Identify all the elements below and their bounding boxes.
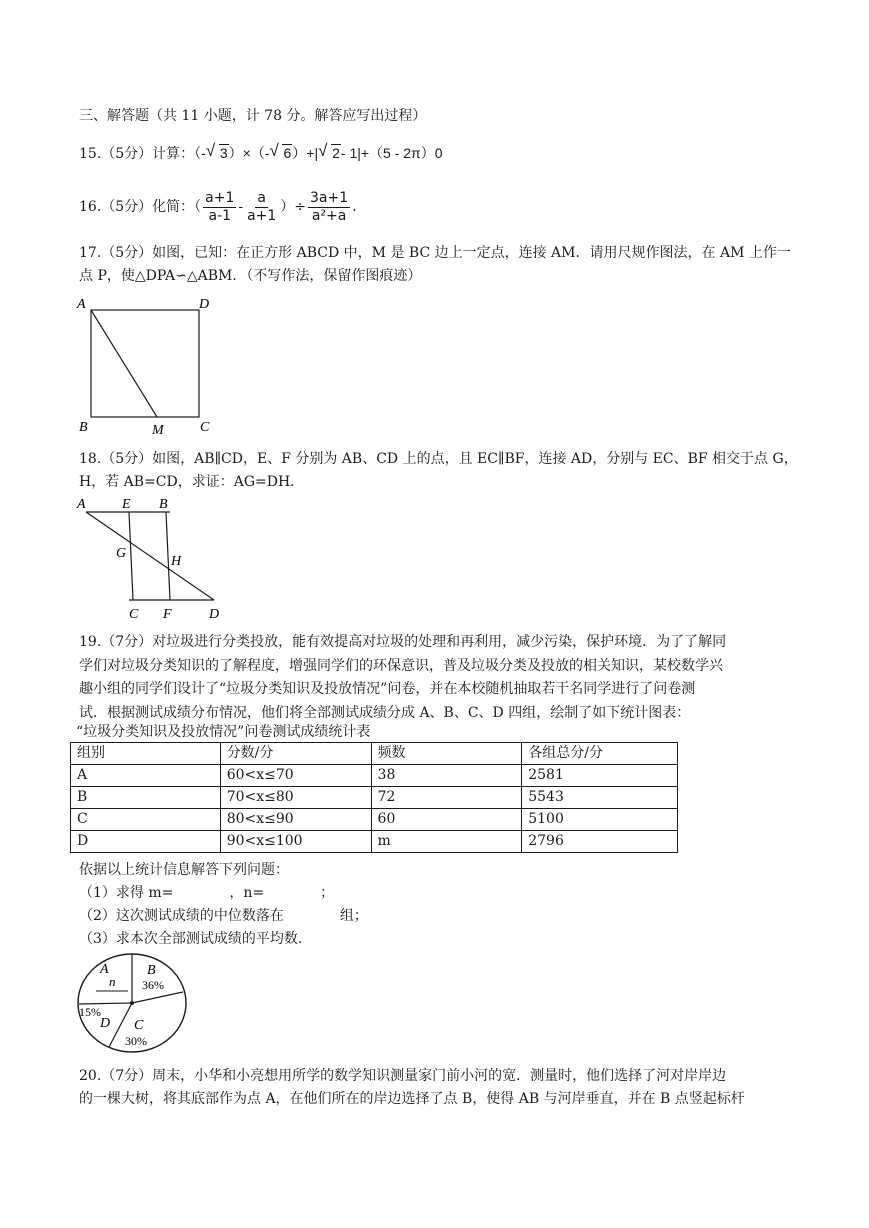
q16-fraction-3: $\frac{3a+1}{\text{a²+a}}$ bbox=[310, 189, 349, 224]
question-15 bbox=[79, 143, 789, 164]
table-cell: 70<x≤80 bbox=[220, 787, 371, 809]
table-cell: 2581 bbox=[522, 765, 678, 787]
q16-end: . bbox=[352, 199, 357, 215]
table-row bbox=[71, 787, 678, 809]
table-cell: 5100 bbox=[522, 809, 678, 831]
table-header: 组别 bbox=[71, 743, 221, 765]
question-16 bbox=[79, 186, 789, 227]
table-cell: m bbox=[371, 831, 522, 853]
question-20-line-1: 20.（7分）周末，小华和小亮想用所学的数学知识测量家门前小河的宽．测量时，他们选择了河对岸岸边 bbox=[79, 1068, 727, 1084]
pie-chart bbox=[76, 952, 192, 1056]
slice-divider-b-c bbox=[132, 992, 183, 1003]
table-cell: A bbox=[71, 765, 221, 787]
question-19-line-1: 19.（7分）对垃圾进行分类投放，能有效提高对垃圾的处理和再利用，减少污染，保护环境．为了了解同 bbox=[79, 634, 727, 650]
table-header-row bbox=[71, 743, 678, 765]
label-e: E bbox=[122, 497, 131, 512]
label-c: C bbox=[129, 607, 139, 622]
table-cell: B bbox=[71, 787, 221, 809]
pie-center bbox=[130, 1001, 134, 1005]
segment-ad bbox=[86, 512, 214, 600]
sub-question-2: （2）这次测试成绩的中位数落在 组； bbox=[79, 908, 368, 924]
table-cell: 60<x≤70 bbox=[220, 765, 371, 787]
q15-tail: - 1|+（5 - 2π）0 bbox=[340, 145, 443, 161]
table-cell: 38 bbox=[371, 765, 522, 787]
parallel-figure bbox=[74, 494, 234, 622]
question-17-line-1: 17.（5分）如图，已知：在正方形 ABCD 中，M 是 BC 边上一定点，连接 AM．请用尺规作图法，在 AM 上作一 bbox=[79, 245, 791, 261]
label-h: H bbox=[171, 554, 182, 569]
q15-part1: （- bbox=[194, 145, 206, 161]
label-a: A bbox=[77, 497, 86, 512]
score-table bbox=[70, 742, 678, 853]
square-abcd bbox=[91, 310, 199, 417]
sub-question-3: （3）求本次全部测试成绩的平均数． bbox=[79, 931, 312, 947]
table-cell: 2796 bbox=[522, 831, 678, 853]
segment-am bbox=[91, 310, 157, 417]
table-cell: 90<x≤100 bbox=[220, 831, 371, 853]
q16-fraction-1: $\frac{a+1}{a-1}$ bbox=[205, 189, 235, 224]
table-header: 频数 bbox=[371, 743, 522, 765]
label-c: C bbox=[200, 420, 210, 435]
q15-prefix: 15.（5分）计算： bbox=[79, 146, 195, 162]
sub-question-1: （1）求得 m= ，n= ； bbox=[79, 885, 335, 901]
q15-sqrt-2: √ 2 bbox=[318, 143, 341, 163]
q15-mid: ）×（- bbox=[228, 145, 270, 161]
question-17-line-2: 点 P，使△DPA∽△ABM．（不写作法，保留作图痕迹） bbox=[79, 268, 422, 284]
table-header: 各组总分/分 bbox=[522, 743, 678, 765]
label-d: D bbox=[199, 297, 210, 312]
q16-minus: - bbox=[238, 198, 244, 214]
question-19-line-2: 学们对垃圾分类知识的了解程度，增强同学们的环保意识，普及垃圾分类及投放的相关知识，某校数学兴 bbox=[79, 658, 723, 674]
pie-label-a: A bbox=[100, 962, 109, 977]
table-header: 分数/分 bbox=[220, 743, 371, 765]
label-a: A bbox=[77, 297, 86, 312]
label-d: D bbox=[209, 607, 220, 622]
segment-ec bbox=[129, 512, 133, 600]
table-row bbox=[71, 765, 678, 787]
q16-divide: ）÷ bbox=[280, 199, 307, 215]
question-19-line-4: 试．根据测试成绩分布情况，他们将全部测试成绩分成 A、B、C、D 四组，绘制了如下统计图表： bbox=[79, 705, 691, 721]
pie-pct-b: 36% bbox=[142, 978, 164, 992]
table-cell: 72 bbox=[371, 787, 522, 809]
pie-label-c: C bbox=[134, 1018, 144, 1033]
label-b: B bbox=[79, 420, 88, 435]
table-cell: D bbox=[71, 831, 221, 853]
q16-fraction-2: $\frac{a}{a+1}$ bbox=[247, 189, 277, 224]
table-cell: 80<x≤90 bbox=[220, 809, 371, 831]
q15-sqrt-3: √ 3 bbox=[206, 143, 229, 163]
label-f: F bbox=[163, 607, 172, 622]
question-20-line-2: 的一棵大树，将其底部作为点 A，在他们所在的岸边选择了点 B，使得 AB 与河岸垂直，并在 B 点竖起标杆 bbox=[79, 1091, 745, 1107]
q16-prefix: 16.（5分）化简：（ bbox=[79, 199, 202, 215]
table-row bbox=[71, 831, 678, 853]
slice-divider-d-a bbox=[79, 1003, 132, 1004]
label-m: M bbox=[152, 423, 164, 438]
follow-up-intro: 依据以上统计信息解答下列问题： bbox=[79, 862, 289, 878]
pie-label-d: D bbox=[100, 1016, 111, 1031]
table-cell: 5543 bbox=[522, 787, 678, 809]
q15-part2: ）+| bbox=[292, 145, 319, 161]
label-g: G bbox=[116, 546, 127, 561]
q15-sqrt-6: √ 6 bbox=[269, 143, 292, 163]
table-title: “垃圾分类知识及投放情况”问卷测试成绩统计表 bbox=[76, 724, 371, 740]
segment-bf bbox=[166, 512, 170, 600]
pie-label-n: n bbox=[109, 974, 116, 989]
table-cell: 60 bbox=[371, 809, 522, 831]
square-figure bbox=[74, 292, 224, 438]
pie-label-b: B bbox=[147, 963, 156, 978]
question-19-line-3: 趣小组的同学们设计了“垃圾分类知识及投放情况”问卷，并在本校随机抽取若干名同学进行了问卷测 bbox=[79, 681, 696, 697]
question-18-line-2: H，若 AB=CD，求证：AG=DH． bbox=[79, 474, 305, 490]
table-cell: C bbox=[71, 809, 221, 831]
question-18-line-1: 18.（5分）如图，AB∥CD，E、F 分别为 AB、CD 上的点，且 EC∥BF，连接 AD，分别与 EC、BF 相交于点 G， bbox=[79, 451, 798, 467]
pie-pct-d: 15% bbox=[79, 1005, 101, 1019]
label-b: B bbox=[159, 497, 168, 512]
pie-pct-c: 30% bbox=[125, 1034, 147, 1048]
section-title: 三、解答题（共 11 小题，计 78 分。解答应写出过程） bbox=[79, 108, 427, 124]
table-row bbox=[71, 809, 678, 831]
